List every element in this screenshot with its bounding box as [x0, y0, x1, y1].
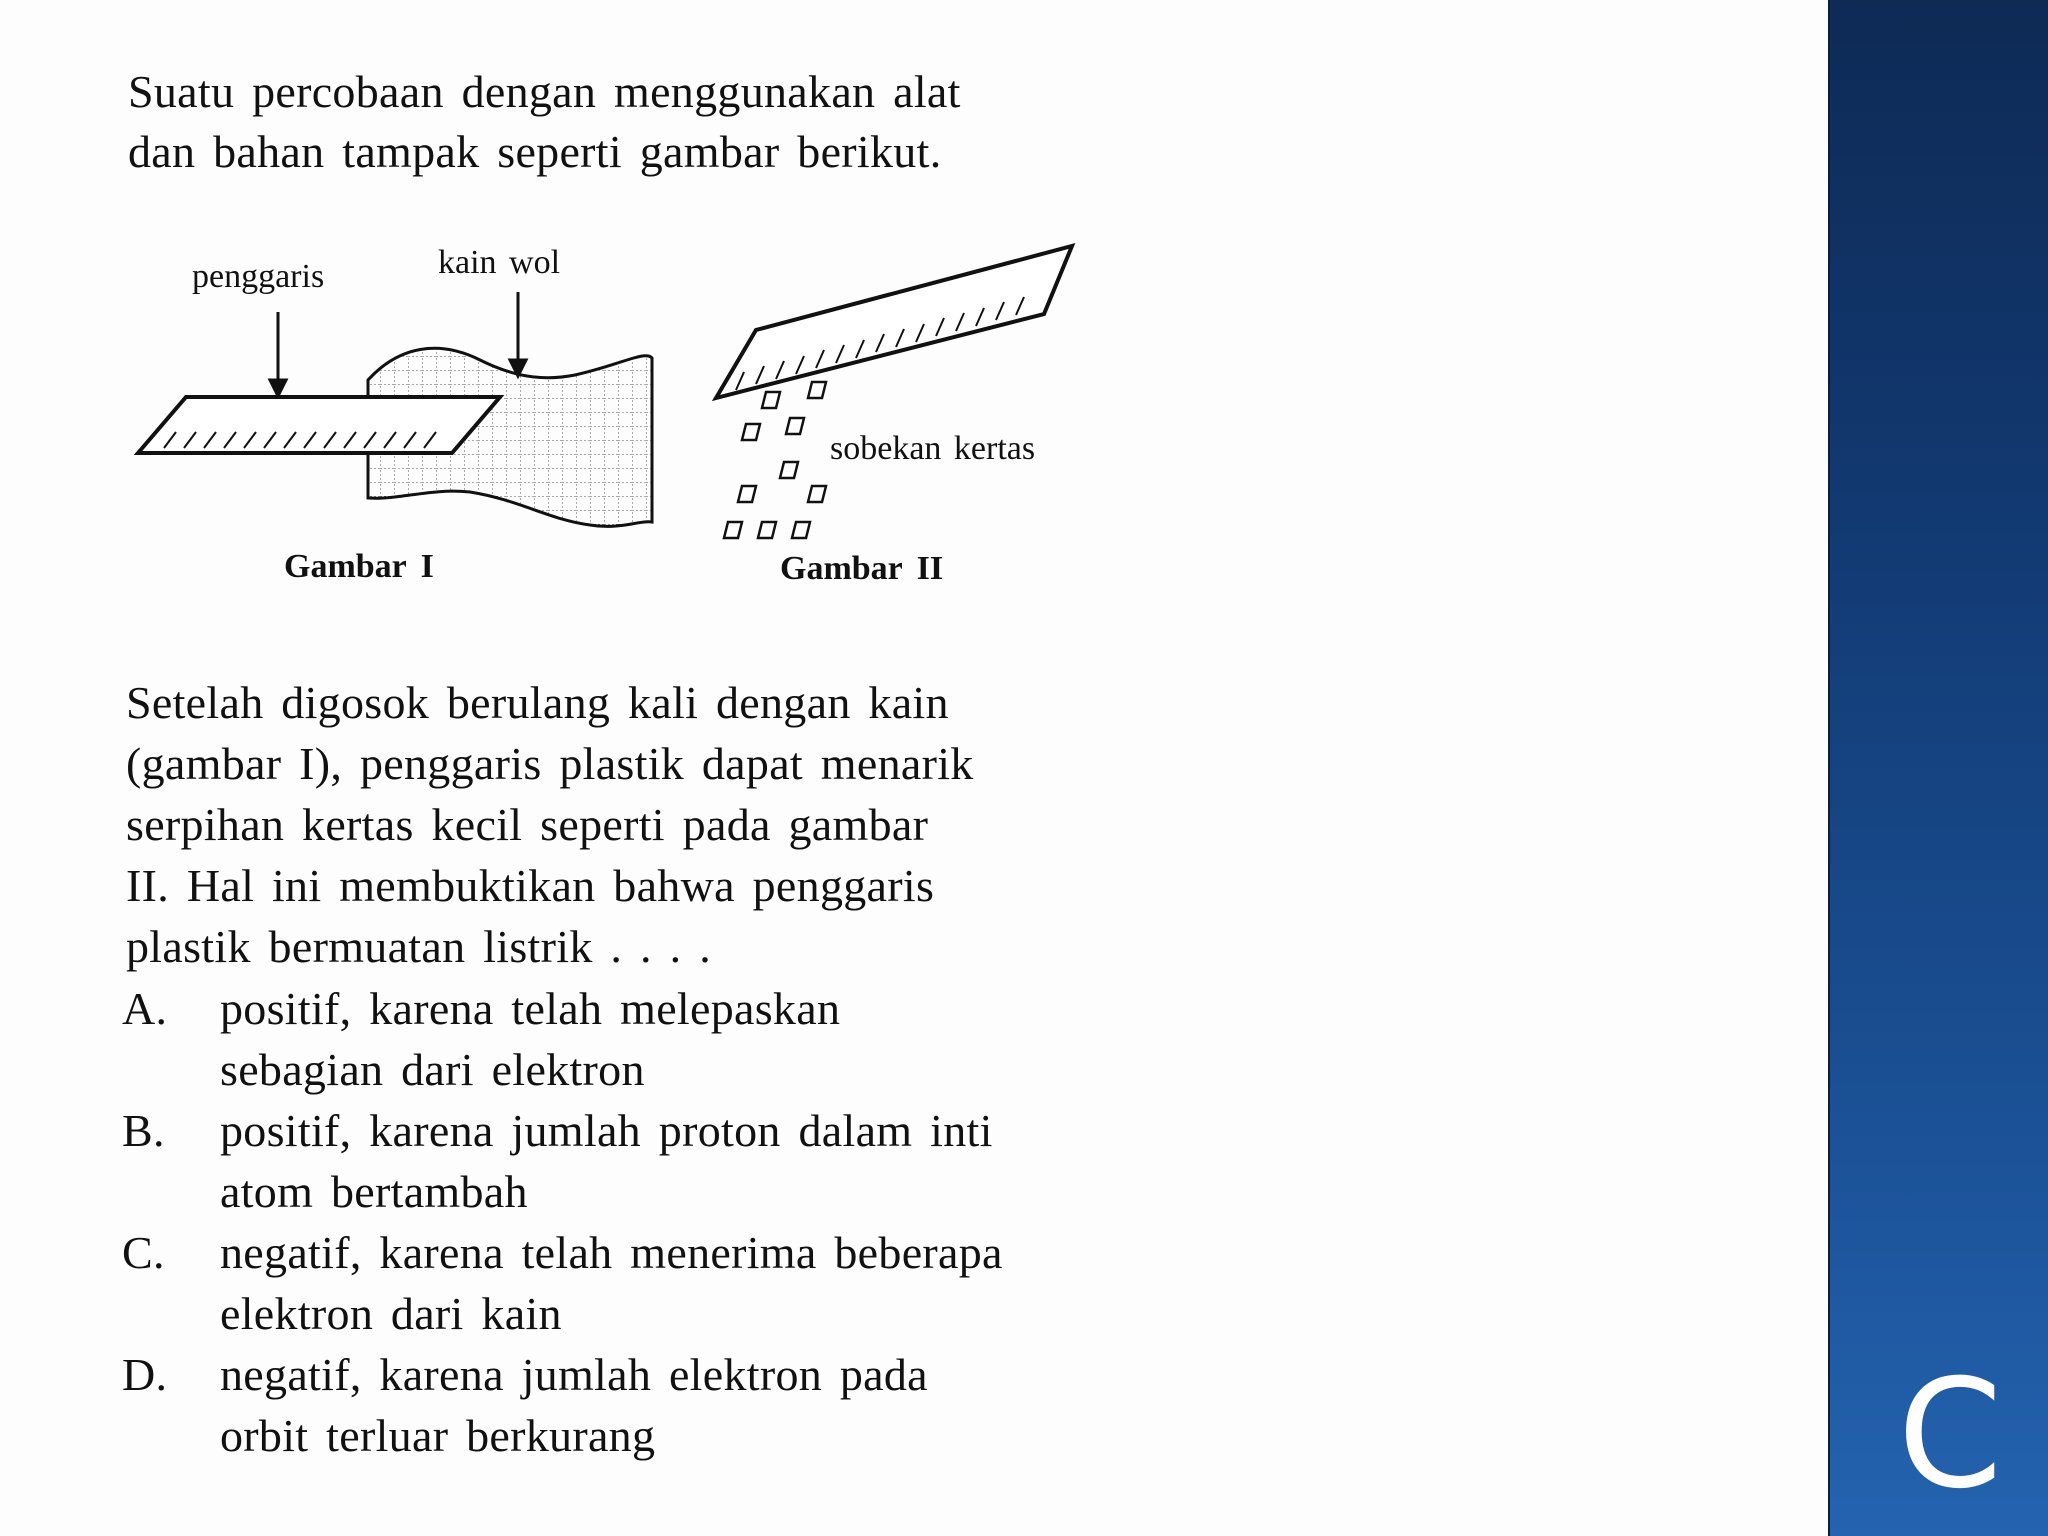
question-body — [126, 672, 1186, 977]
option-line: negatif, karena telah menerima beberapa — [220, 1227, 1003, 1278]
option-line: negatif, karena jumlah elektron pada — [220, 1349, 928, 1400]
body-line: II. Hal ini membuktikan bahwa penggaris — [126, 860, 935, 911]
option-text — [220, 978, 840, 1100]
option-b — [122, 1100, 1222, 1222]
option-line: positif, karena jumlah proton dalam inti — [220, 1105, 993, 1156]
arrow-cloth — [510, 292, 526, 376]
option-letter: D. — [122, 1349, 168, 1400]
option-text — [220, 1344, 928, 1466]
body-line: plastik bermuatan listrik . . . . — [126, 921, 712, 972]
option-c — [122, 1222, 1222, 1344]
option-line: orbit terluar berkurang — [220, 1410, 656, 1461]
intro-line: dan bahan tampak seperti gambar berikut. — [128, 126, 942, 177]
caption-gambar-2: Gambar II — [780, 550, 944, 587]
ruler-figure-1 — [138, 397, 500, 453]
paper-pieces — [724, 382, 826, 538]
label-penggaris: penggaris — [192, 258, 325, 295]
answer-letter: C — [1897, 1348, 2003, 1522]
option-text — [220, 1222, 1003, 1344]
experiment-figure — [100, 230, 1100, 610]
option-d — [122, 1344, 1222, 1466]
option-text — [220, 1100, 993, 1222]
option-line: positif, karena telah melepaskan — [220, 983, 841, 1034]
body-line: Setelah digosok berulang kali dengan kain — [126, 677, 949, 728]
answer-options — [122, 978, 1222, 1466]
option-letter: A. — [122, 983, 168, 1034]
option-a — [122, 978, 1222, 1100]
ruler-figure-2 — [716, 246, 1072, 398]
option-letter: C. — [122, 1227, 165, 1278]
intro-line: Suatu percobaan dengan menggunakan alat — [128, 66, 961, 117]
option-line: sebagian dari elektron — [220, 1044, 645, 1095]
body-line: serpihan kertas kecil seperti pada gambar — [126, 799, 929, 850]
option-line: elektron dari kain — [220, 1288, 562, 1339]
body-line: (gambar I), penggaris plastik dapat menarik — [126, 738, 974, 789]
side-panel — [1828, 0, 2048, 1536]
option-line: atom bertambah — [220, 1166, 528, 1217]
caption-gambar-1: Gambar I — [284, 548, 434, 585]
label-kain-wol: kain wol — [438, 244, 561, 281]
arrow-ruler — [270, 312, 286, 396]
question-intro — [128, 62, 1128, 182]
label-sobekan-kertas: sobekan kertas — [830, 430, 1036, 467]
option-letter: B. — [122, 1105, 165, 1156]
